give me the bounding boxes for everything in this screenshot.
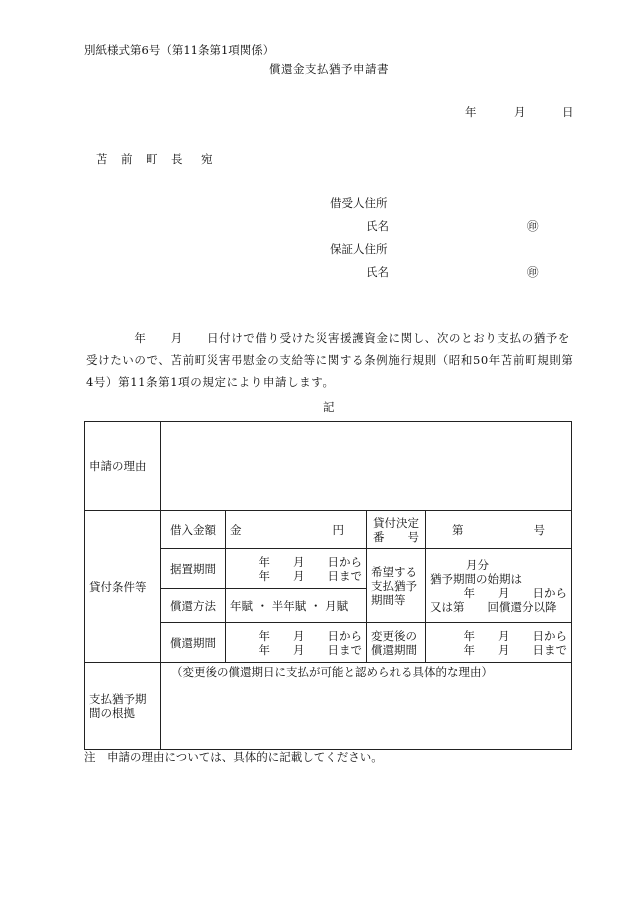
changed-to: 年 月 日まで xyxy=(463,642,567,657)
form-number: 別紙様式第6号（第11条第1項関係） xyxy=(84,43,275,57)
deferment-from: 年 月 日から xyxy=(258,554,362,569)
desired-label-line3: 期間等 xyxy=(371,592,406,607)
reason-label: 申請の理由 xyxy=(85,422,161,511)
deferment-period-label: 据置期間 xyxy=(161,549,226,589)
basis-label-line1: 支払猶予期 xyxy=(89,692,147,706)
application-paragraph: 年 月 日付けで借り受けた災害援護資金に関し、次のとおり支払の猶予を受けたいので、苫前町災害弔慰金の支給等に関する条例施行規則（昭和50年苫前町規則第4号）第11条第1項の規定により申請します。 xyxy=(86,331,574,389)
borrower-name-label: 氏名 xyxy=(366,219,389,233)
basis-row xyxy=(85,663,572,750)
changed-period-label xyxy=(367,623,426,663)
desired-label-line2: 支払猶予 xyxy=(371,578,417,593)
form-title: 償還金支払猶予申請書 xyxy=(269,62,389,76)
loan-terms-label: 貸付条件等 xyxy=(85,511,161,663)
application-table xyxy=(84,421,572,750)
basis-note: （変更後の償還期日に支払が可能と認められる具体的な理由） xyxy=(171,665,493,679)
desired-label-line1: 希望する xyxy=(371,564,417,579)
date-day-label: 日 xyxy=(562,105,574,119)
desired-start-date: 年 月 日から xyxy=(463,585,567,600)
reason-field[interactable] xyxy=(161,422,572,511)
loan-amount-unit: 円 xyxy=(332,522,344,537)
deferment-to: 年 月 日まで xyxy=(258,568,362,583)
date-month-label: 月 xyxy=(514,105,526,119)
addressee: 苫 前 町 長 xyxy=(96,152,184,166)
desired-start-alt: 又は第 回償還分以降 xyxy=(430,599,557,614)
changed-label-line1: 変更後の xyxy=(371,628,417,643)
changed-period-field[interactable] xyxy=(426,623,572,663)
borrower-seal: ㊞ xyxy=(527,219,539,233)
basis-field[interactable] xyxy=(161,663,572,750)
guarantor-address-label: 保証人住所 xyxy=(330,242,388,256)
changed-label-line2: 償還期間 xyxy=(371,642,417,657)
repayment-method-options[interactable]: 年賦 ・ 半年賦 ・ 月賦 xyxy=(226,589,367,623)
decision-number-prefix: 第 xyxy=(452,522,464,537)
decision-number-field[interactable] xyxy=(426,511,572,549)
deferment-period-field[interactable] xyxy=(226,549,367,589)
basis-label-line2: 間の根拠 xyxy=(89,706,135,720)
footnote: 注 申請の理由については、具体的に記載してください。 xyxy=(84,750,383,764)
decision-number-label xyxy=(367,511,426,549)
addressee-suffix: 宛 xyxy=(201,152,213,166)
guarantor-seal: ㊞ xyxy=(527,265,539,279)
desired-period-label xyxy=(367,549,426,623)
borrower-address-label: 借受人住所 xyxy=(330,196,388,210)
repayment-period-label: 償還期間 xyxy=(161,623,226,663)
repayment-period-field[interactable] xyxy=(226,623,367,663)
date-year-label: 年 xyxy=(465,105,477,119)
loan-amount-row xyxy=(85,511,572,549)
loan-amount-label: 借入金額 xyxy=(161,511,226,549)
decision-number-suffix: 号 xyxy=(533,522,545,537)
loan-amount-prefix: 金 xyxy=(230,522,242,537)
guarantor-name-label: 氏名 xyxy=(366,265,389,279)
repayment-to: 年 月 日まで xyxy=(258,642,362,657)
desired-start-label: 猶予期間の始期は xyxy=(430,571,522,586)
basis-label xyxy=(85,663,161,750)
loan-amount-field[interactable] xyxy=(226,511,367,549)
decision-number-label-line2: 番 号 xyxy=(373,529,419,544)
changed-from: 年 月 日から xyxy=(463,628,567,643)
reason-row xyxy=(85,422,572,511)
decision-number-label-line1: 貸付決定 xyxy=(373,515,419,530)
repayment-from: 年 月 日から xyxy=(258,628,362,643)
repayment-method-label: 償還方法 xyxy=(161,589,226,623)
desired-period-field[interactable] xyxy=(426,549,572,623)
desired-months: 月分 xyxy=(466,557,489,572)
ki-label: 記 xyxy=(323,400,335,414)
